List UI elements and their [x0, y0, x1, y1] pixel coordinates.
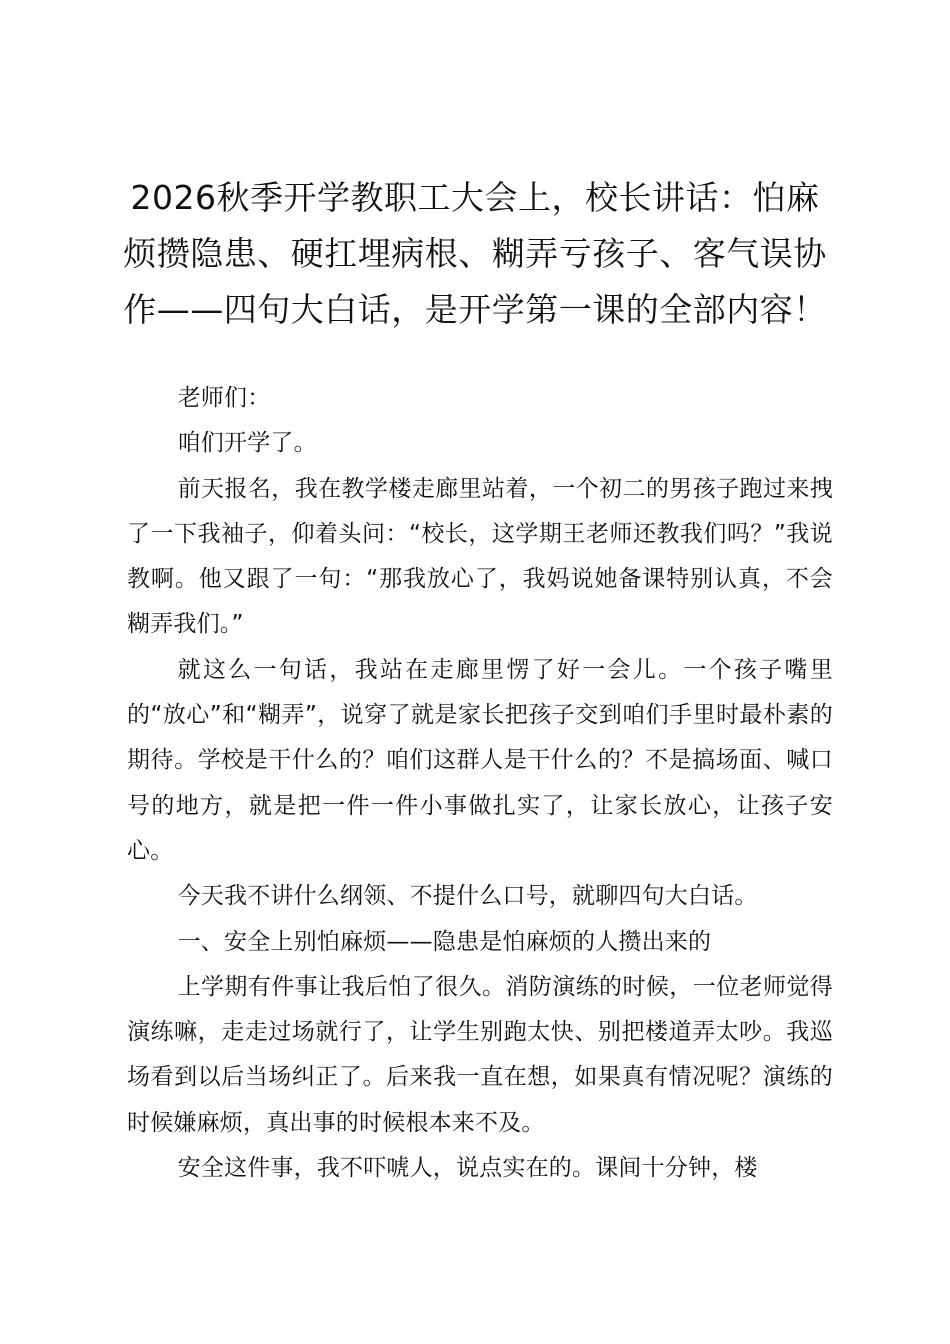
document-title: 2026秋季开学教职工大会上，校长讲话：怕麻烦攒隐患、硬扛埋病根、糊弄亏孩子、客气误协作——四句大白话，是开学第一课的全部内容！ — [123, 178, 827, 329]
paragraph: 安全这件事，我不吓唬人，说点实在的。课间十分钟，楼 — [177, 1155, 758, 1182]
paragraph: 上学期有件事让我后怕了很久。消防演练的时候，一位老师觉得演练嘛，走走过场就行了，让学生别跑太快、别把楼道弄太吵。我巡场看到以后当场纠正了。后来我一直在想，如果真有情况呢？演练的时候嫌麻烦，真出事的时候根本来不及。 — [127, 973, 833, 1136]
document-body — [127, 376, 833, 1191]
paragraph: 前天报名，我在教学楼走廊里站着，一个初二的男孩子跑过来拽了一下我袖子，仰着头问：“校长，这学期王老师还教我们吗？”我说教啊。他又跟了一句：“那我放心了，我妈说她备课特别认真，不会糊弄我们。” — [127, 475, 833, 638]
section-heading: 一、安全上别怕麻烦——隐患是怕麻烦的人攒出来的 — [177, 928, 712, 955]
paragraph: 就这么一句话，我站在走廊里愣了好一会儿。一个孩子嘴里的“放心”和“糊弄”，说穿了就是家长把孩子交到咱们手里时最朴素的期待。学校是干什么的？咱们这群人是干什么的？不是搞场面、喊口号的地方，就是把一件一件小事做扎实了，让家长放心，让孩子安心。 — [127, 656, 833, 864]
paragraph: 咱们开学了。 — [177, 430, 317, 457]
paragraph: 今天我不讲什么纲领、不提什么口号，就聊四句大白话。 — [177, 883, 758, 910]
salutation: 老师们： — [177, 385, 271, 411]
